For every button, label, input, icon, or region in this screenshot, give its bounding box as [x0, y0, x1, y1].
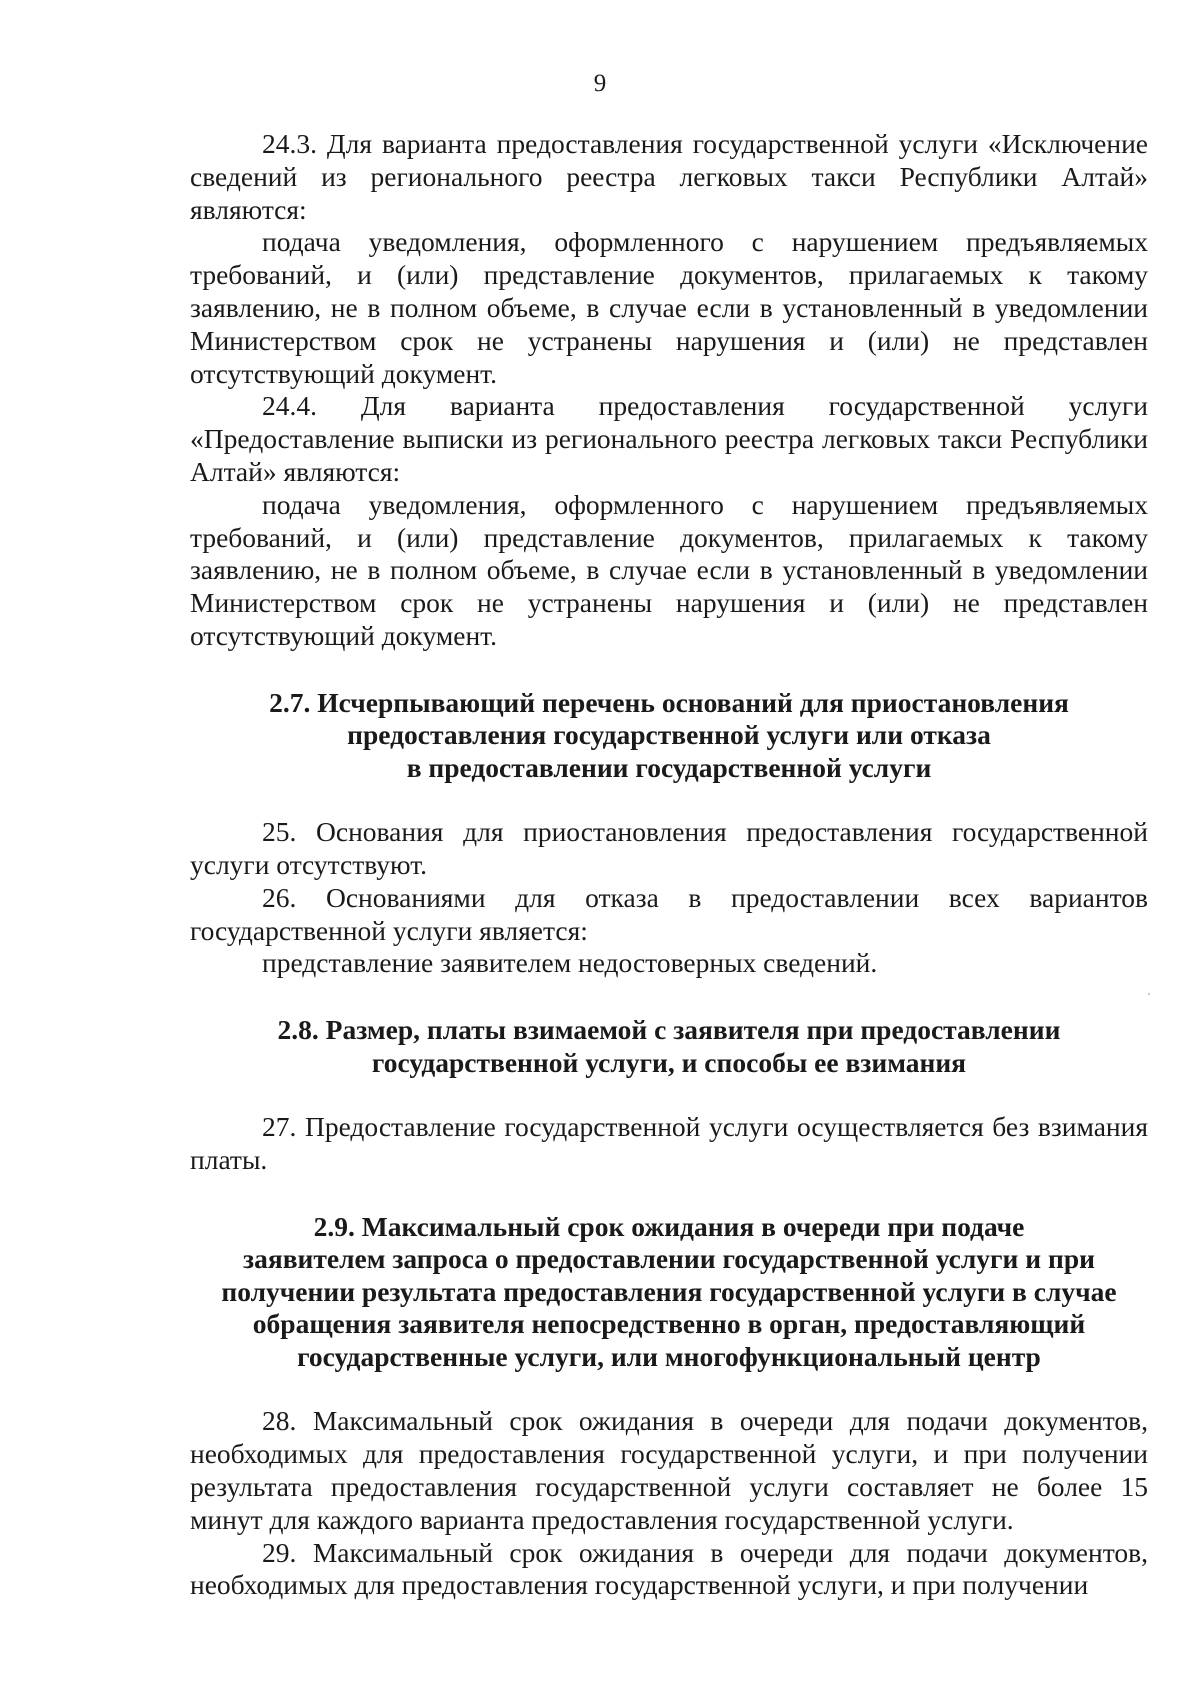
scan-speck — [1148, 993, 1150, 995]
section-heading-line: предоставления государственной услуги или отказа — [347, 719, 991, 751]
section-heading-line: 2.7. Исчерпывающий перечень оснований для приостановления — [269, 686, 1069, 718]
paragraph-24-4-body: подача уведомления, оформленного с нарушением предъявляемых требований, и (или) представление документов, прилагаемых к такому заявлению, не в полном объеме, в случае если в установленный в уведомлении Министерством срок не устранены нарушения и (или) не представлен отсутствующий документ. — [190, 488, 1148, 651]
section-heading-line: 2.8. Размер, платы взимаемой с заявителя при предоставлении — [277, 1014, 1061, 1046]
paragraph-27: 27. Предоставление государственной услуги осуществляется без взимания платы. — [190, 1111, 1148, 1176]
section-heading-line: получении результата предоставления государственной услуги в случае — [221, 1275, 1117, 1307]
section-heading-line: заявителем запроса о предоставлении государственной услуги и при — [243, 1243, 1095, 1275]
section-heading-line: государственной услуги, и способы ее взимания — [371, 1046, 967, 1078]
section-heading-line: государственные услуги, или многофункциональный центр — [297, 1340, 1041, 1372]
section-heading-line: 2.9. Максимальный срок ожидания в очереди при подаче — [313, 1210, 1025, 1242]
paragraph-25: 25. Основания для приостановления предоставления государственной услуги отсутствуют. — [190, 816, 1148, 881]
section-2-7-heading — [190, 687, 1148, 785]
paragraph-26: 26. Основаниями для отказа в предоставлении всех вариантов государственной услуги является: — [190, 881, 1148, 946]
paragraph-28: 28. Максимальный срок ожидания в очереди для подачи документов, необходимых для предоставления государственной услуги, и при получении результата предоставления государственной услуги составляет не более 15 минут для каждого варианта предоставления государственной услуги. — [190, 1405, 1148, 1535]
section-heading-line: обращения заявителя непосредственно в орган, предоставляющий — [252, 1308, 1086, 1340]
paragraph-24-3-body: подача уведомления, оформленного с нарушением предъявляемых требований, и (или) представление документов, прилагаемых к такому заявлению, не в полном объеме, в случае если в установленный в уведомлении Министерством срок не устранены нарушения и (или) не представлен отсутствующий документ. — [190, 226, 1148, 389]
section-2-8-heading — [190, 1014, 1148, 1079]
document-body — [190, 128, 1148, 1602]
paragraph-26-body: представление заявителем недостоверных сведений. — [262, 947, 878, 979]
paragraph-29: 29. Максимальный срок ожидания в очереди для подачи документов, необходимых для предоставления государственной услуги, и при получении — [190, 1536, 1148, 1601]
page-number: 9 — [593, 70, 607, 97]
paragraph-24-4: 24.4. Для варианта предоставления государственной услуги «Предоставление выписки из регионального реестра легковых такси Республики Алтай» являются: — [190, 390, 1148, 487]
section-heading-line: в предоставлении государственной услуги — [406, 751, 932, 783]
section-2-9-heading — [190, 1211, 1148, 1374]
paragraph-24-3: 24.3. Для варианта предоставления государственной услуги «Исключение сведений из регионального реестра легковых такси Республики Алтай» являются: — [190, 128, 1148, 225]
